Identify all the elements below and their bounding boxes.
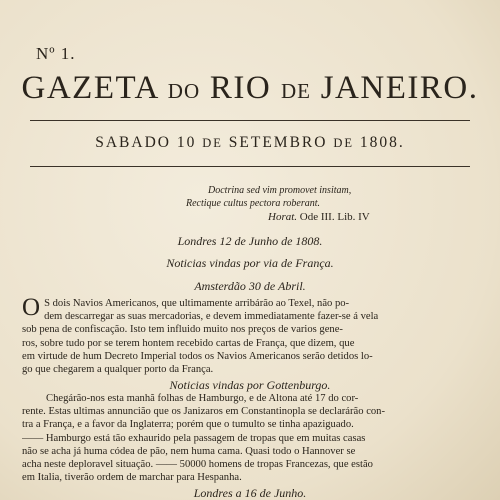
date-part: DE	[333, 136, 354, 150]
masthead-word: DO	[167, 79, 201, 103]
masthead-title	[0, 70, 500, 107]
issue-date	[0, 134, 500, 152]
text-line: acha neste deploravel situação. —— 50000 homens de tropas Francezas, que estão	[22, 459, 373, 471]
text-line: Chegárão-nos esta manhã folhas de Hamburgo, e de Altona até 17 do cor-	[46, 393, 359, 404]
epigraph-author: Horat.	[268, 211, 298, 223]
top-rule	[30, 120, 470, 121]
text-line: tra a França, e a favor da Inglaterra; porém que o tumulto se tinha apaziguado.	[22, 419, 354, 431]
issue-number: Nº 1.	[36, 44, 76, 63]
masthead-word: DE	[280, 79, 311, 103]
epigraph-line: Rectique cultus pectora roberant.	[186, 198, 321, 209]
text-line: S dois Navios Americanos, que ultimamente arribárão ao Texel, não po-	[44, 298, 350, 309]
masthead-word: JANEIRO.	[320, 70, 479, 106]
epigraph-source: Ode III. Lib. IV	[299, 211, 370, 223]
text-line: não se acha já huma códea de pão, nem huma cama. Quasi todo o Hannover se	[22, 445, 356, 457]
masthead-word: GAZETA	[21, 70, 159, 106]
epigraph-attribution	[268, 211, 370, 223]
section-heading-gothenburg: Noticias vindas por Gottenburgo.	[169, 378, 331, 392]
section-heading-france: Noticias vindas por via de França.	[166, 256, 334, 270]
text-line: —— Hamburgo está tão exhaurido pela passagem de tropas que em muitas casas	[22, 432, 366, 444]
text-line: sob pena de confiscação. Isto tem influido muito nos preços de varios gene-	[22, 324, 343, 336]
text-line: em Italia, tiverão ordem de marchar para Hespanha.	[22, 472, 242, 484]
date-part: 1808.	[359, 134, 405, 151]
masthead-word: RIO	[209, 70, 272, 106]
drop-cap: O	[22, 294, 41, 321]
article-paragraph	[22, 392, 482, 484]
date-part: SABADO 10	[95, 134, 197, 151]
text-line: ros, sobre tudo por se terem hontem recebido cartas de França, que dizem, que	[22, 337, 355, 349]
text-line: em virtude de hum Decreto Imperial todos os Navios Americanos serão detidos lo-	[22, 350, 373, 362]
london-dateline: Londres 12 de Junho de 1808.	[177, 234, 323, 248]
epigraph-line: Doctrina sed vim promovet insitam,	[208, 185, 352, 196]
text-line: go que chegarem a qualquer porto da França.	[22, 364, 214, 376]
text-line: dem descarregar as suas mercadorias, e devem immediatamente fazer-se á vela	[44, 311, 379, 323]
date-part: SETEMBRO	[228, 134, 328, 151]
amsterdam-dateline: Amsterdão 30 de Abril.	[194, 279, 306, 293]
london-dateline-2: Londres a 16 de Junho.	[193, 486, 307, 500]
latin-epigraph	[186, 184, 436, 210]
date-part: DE	[202, 136, 223, 150]
article-paragraph	[22, 294, 482, 376]
bottom-rule	[30, 166, 470, 167]
text-line: rente. Estas ultimas annuncião que os Janizaros em Constantinopla se declarárão con-	[22, 406, 386, 418]
